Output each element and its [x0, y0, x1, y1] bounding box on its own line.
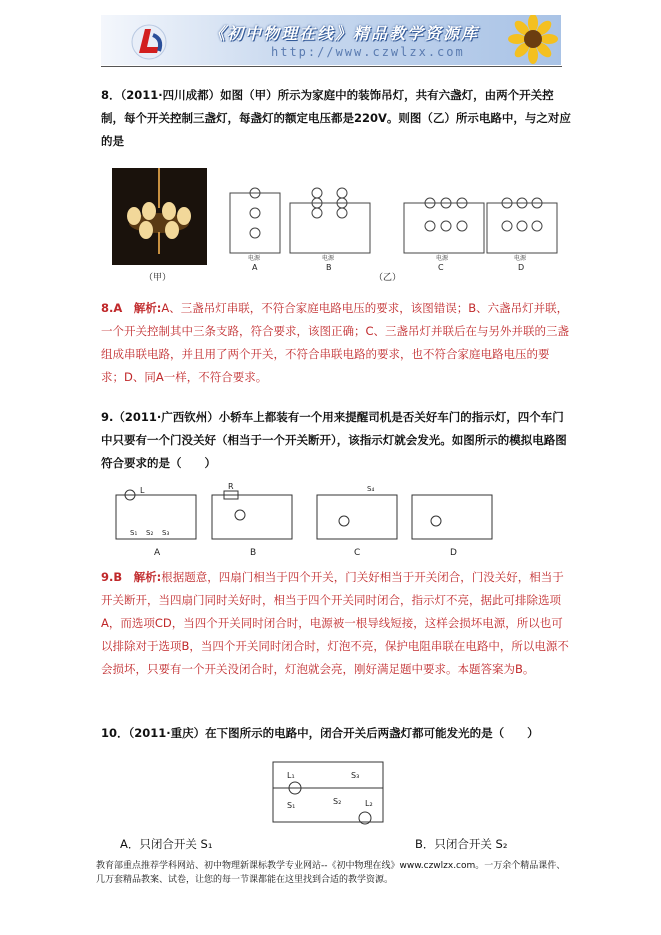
fig9-label-s4: S₄	[367, 485, 375, 493]
fig8-label-a: A	[252, 263, 258, 272]
fig10-label-l1: L₁	[287, 771, 295, 780]
fig8-label-b: B	[326, 263, 332, 272]
site-url[interactable]: http://www.czwlzx.com	[271, 45, 465, 59]
fig9-label-r: R	[228, 483, 234, 491]
fig8-source-b: 电源	[322, 255, 335, 262]
fig8-label-c: C	[438, 263, 444, 272]
header-banner	[101, 15, 561, 65]
fig8-source-c: 电源	[436, 255, 449, 262]
fig9-label-c: C	[354, 548, 361, 558]
fig9-label-s2-a: S₂	[146, 529, 154, 537]
fig9-label-s1-a: S₁	[130, 529, 138, 537]
question-8: 8．（2011·四川成都）如图（甲）所示为家庭中的装饰吊灯，共有六盏灯，由两个开关控制，每个开关控制三盏灯，每盏灯的额定电压都是220V。则图（乙）所示电路中，与之对应的是	[101, 88, 571, 148]
site-title: 《初中物理在线》精品教学资源库	[209, 24, 480, 43]
fig8-source-d: 电源	[514, 255, 527, 262]
option-b[interactable]: B．只闭合开关 S₂	[415, 837, 508, 851]
site-logo-icon	[101, 15, 201, 65]
sunflower-icon	[491, 15, 561, 65]
fig10-label-s2: S₂	[333, 797, 342, 806]
answer-8-text: A、三盏吊灯串联，不符合家庭电路电压的要求，该图错误；B、六盏吊灯并联，一个开关控制其中三条支路，符合要求，该图正确；C、三盏吊灯并联后在与另外并联的三盏组成串联电路，并且用了两个开关，不符合串联电路的要求，也不符合家庭电路电压的要求；D、同A一样，不符合要求。	[101, 301, 570, 384]
answer-9-label: 9.B 解析:	[101, 570, 162, 584]
question-9: 9.（2011·广西钦州）小轿车上都装有一个用来提醒司机是否关好车门的指示灯，四个车门中只要有一个门没关好（相当于一个开关断开），该指示灯就会发光。如图所示的模拟电路图符合要求的是（ ）	[101, 410, 567, 470]
fig8-source-a: 电源	[248, 255, 261, 262]
answer-9	[101, 566, 571, 681]
fig10-label-s1: S₁	[287, 801, 296, 810]
fig9-label-a: A	[154, 548, 161, 558]
footer-note: 教育部重点推荐学科网站、初中物理新课标教学专业网站--《初中物理在线》www.czwlzx.com。一万余个精品课件、几万套精品教案、试卷，让您的每一节课都能在这里找到合适的教学资源。	[96, 861, 566, 885]
figure-9	[112, 483, 502, 559]
fig9-label-l-a: L	[140, 486, 145, 495]
fig8-label-d: D	[518, 263, 525, 272]
fig9-label-d: D	[450, 548, 457, 558]
fig10-label-l2: L₂	[365, 799, 373, 808]
header-rule	[101, 66, 562, 67]
answer-9-text: 根据题意，四扇门相当于四个开关，门关好相当于开关闭合，门没关好，相当于开关断开，当四扇门同时关好时，相当于四个开关同时闭合，指示灯不亮，据此可排除选项A，而选项CD，当四个开关同时闭合时，电源被一根导线短接，这样会损坏电源，所以也可以排除对于选项B，当四个开关同时闭合时，灯泡不亮，保护电阻串联在电路中，所以电源不会损坏，只要有一个开关没闭合时，灯泡就会亮，刚好满足题中要求。本题答案为B。	[101, 570, 569, 676]
fig10-label-s3: S₃	[351, 771, 360, 780]
fig9-label-s3-a: S₃	[162, 529, 170, 537]
fig9-label-b: B	[250, 548, 257, 558]
figure-8	[112, 168, 562, 290]
answer-8	[101, 297, 571, 389]
fig8-label-jia: （甲）	[144, 273, 172, 283]
answer-8-label: 8.A 解析:	[101, 301, 162, 315]
option-a[interactable]: A．只闭合开关 S₁	[120, 837, 213, 851]
figure-10	[265, 750, 390, 832]
fig8-label-yi: （乙）	[374, 273, 402, 283]
question-10: 10．（2011·重庆）在下图所示的电路中，闭合开关后两盏灯都可能发光的是（ ）	[101, 726, 539, 740]
